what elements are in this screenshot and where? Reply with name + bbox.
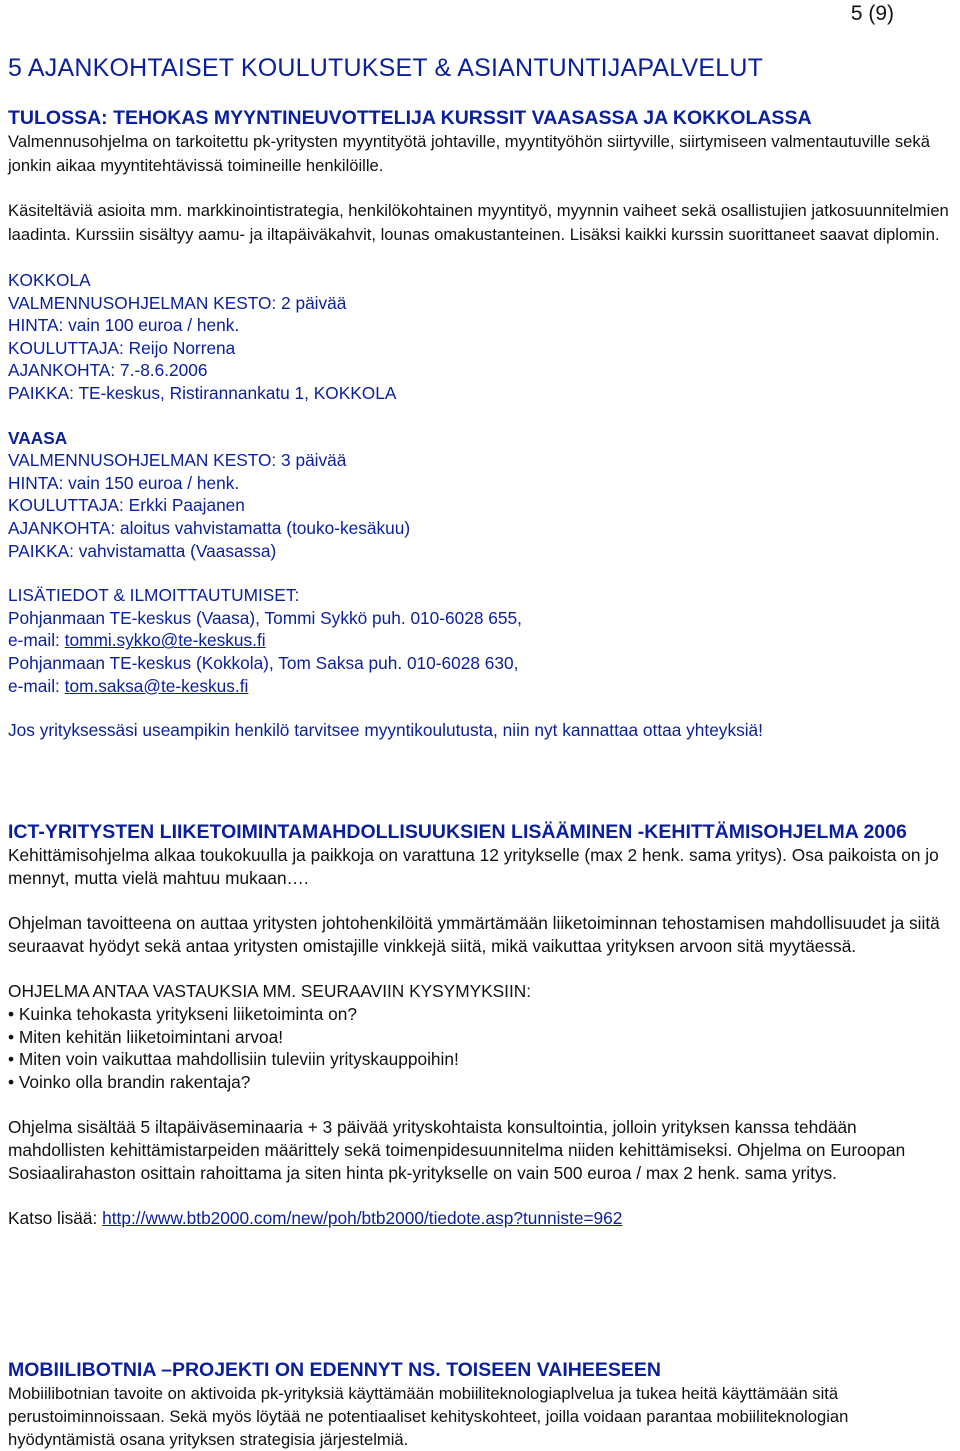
kokkola-price: HINTA: vain 100 euroa / henk. <box>8 315 240 336</box>
contact-kokkola: Pohjanmaan TE-keskus (Kokkola), Tom Saksa puh. 010-6028 630, <box>8 652 519 673</box>
ict-p1: Kehittämisohjelma alkaa toukokuulla ja paikkoja on varattuna 12 yritykselle (max 2 henk. sama yritys). Osa paikoista on jo mennyt, mutta vielä mahtuu mukaan…. <box>8 845 939 888</box>
list-item: • Kuinka tehokasta yritykseni liiketoiminta on? <box>8 1003 357 1024</box>
list-item: • Voinko olla brandin rakentaja? <box>8 1071 251 1092</box>
main-heading: 5 AJANKOHTAISET KOULUTUKSET & ASIANTUNTIJAPALVELUT <box>8 54 764 82</box>
ict-section <box>8 820 954 1230</box>
kokkola-place: PAIKKA: TE-keskus, Ristirannankatu 1, KOKKOLA <box>8 382 397 403</box>
email-label: e-mail: <box>8 630 65 651</box>
vaasa-place: PAIKKA: vahvistamatta (Vaasassa) <box>8 540 277 561</box>
kokkola-trainer: KOULUTTAJA: Reijo Norrena <box>8 337 236 358</box>
contact-vaasa: Pohjanmaan TE-keskus (Vaasa), Tommi Sykkö puh. 010-6028 655, <box>8 607 522 628</box>
kokkola-title: KOKKOLA <box>8 270 91 290</box>
ict-more <box>8 1207 954 1230</box>
email-label: e-mail: <box>8 675 65 696</box>
kokkola-duration: VALMENNUSOHJELMAN KESTO: 2 päivää <box>8 292 347 313</box>
vaasa-date: AJANKOHTA: aloitus vahvistamatta (touko-kesäkuu) <box>8 517 411 538</box>
vaasa-price: HINTA: vain 150 euroa / henk. <box>8 472 240 493</box>
mobile-p1: Mobiilibotnian tavoite on aktivoida pk-yrityksiä käyttämään mobiiliteknologiaplvelua ja tukea heitä käyttämään sitä perustoiminnoissaan. Sekä myös löytää ne potentiaaliset kehityskohteet, joilla voidaan parantaa mobiiliteknologian hyödyntämistä osana yrityksen strategisia järjestelmiä. <box>8 1384 849 1449</box>
vaasa-trainer: KOULUTTAJA: Erkki Paajanen <box>8 495 245 516</box>
vaasa-duration: VALMENNUSOHJELMAN KESTO: 3 päivää <box>8 450 347 471</box>
vaasa-block <box>8 427 954 563</box>
email-link-tommi[interactable]: tommi.sykko@te-keskus.fi <box>64 630 266 651</box>
list-item: • Miten voin vaikuttaa mahdollisiin tuleviin yrityskauppoihin! <box>8 1049 459 1070</box>
ict-heading: ICT-YRITYSTEN LIIKETOIMINTAMAHDOLLISUUKSIEN LISÄÄMINEN -KEHITTÄMISOHJELMA 2006 <box>8 821 907 843</box>
list-item: • Miten kehitän liiketoimintani arvoa! <box>8 1026 283 1047</box>
ict-p3: Ohjelma sisältää 5 iltapäiväseminaaria + 3 päivää yrityskohtaista konsultointia, jolloin yrityksen kanssa tehdään mahdollisten kehittämistarpeiden määrittely sekä toimenpidesuunnitelma niiden kehittämiseksi. Ohjelma on Euroopan Sosiaalirahaston osittain rahoittama ja siten hinta pk-yritykselle on vain 500 euroa / max 2 henk. sama yritys. <box>8 1117 906 1183</box>
sales-training-section <box>8 106 954 742</box>
ict-question-list <box>8 1003 954 1093</box>
sales-intro: Valmennusohjelma on tarkoitettu pk-yritysten myyntityötä johtaville, myyntityöhön siirtyville, siirtymiseen valmentautuville sekä jonkin aikaa myyntitehtävissä toimineille henkilöille. <box>8 132 930 175</box>
info-block <box>8 584 954 697</box>
mobile-heading: MOBIILIBOTNIA –PROJEKTI ON EDENNYT NS. TOISEEN VAIHEESEEN <box>8 1359 661 1381</box>
page-number: 5 (9) <box>850 2 894 25</box>
sales-closing: Jos yrityksessäsi useampikin henkilö tarvitsee myyntikoulutusta, niin nyt kannattaa ottaa yhteyksiä! <box>8 720 763 741</box>
mobile-section <box>8 1358 954 1451</box>
kokkola-block <box>8 269 954 405</box>
more-label: Katso lisää: <box>8 1208 103 1229</box>
info-title: LISÄTIEDOT & ILMOITTAUTUMISET: <box>8 585 300 606</box>
more-link[interactable]: http://www.btb2000.com/new/poh/btb2000/tiedote.asp?tunniste=962 <box>102 1208 623 1229</box>
sales-heading: TULOSSA: TEHOKAS MYYNTINEUVOTTELIJA KURSSIT VAASASSA JA KOKKOLASSA <box>8 107 812 129</box>
sales-topics: Käsiteltäviä asioita mm. markkinointistrategia, henkilökohtainen myyntityö, myynnin vaiheet sekä osallistujien jatkosuunnitelmien laadinta. Kurssiin sisältyy aamu- ja iltapäiväkahvit, lounas omakustanteinen. Lisäksi kaikki kurssin suorittaneet saavat diplomin. <box>8 201 949 244</box>
ict-questions-title: OHJELMA ANTAA VASTAUKSIA MM. SEURAAVIIN KYSYMYKSIIN: <box>8 981 532 1002</box>
vaasa-title: VAASA <box>8 427 68 448</box>
email-row-1 <box>8 629 954 652</box>
kokkola-date: AJANKOHTA: 7.-8.6.2006 <box>8 360 208 381</box>
email-row-2 <box>8 675 954 698</box>
ict-p2: Ohjelman tavoitteena on auttaa yritysten johtohenkilöitä ymmärtämään liiketoiminnan tehostamisen mahdollisuudet ja siitä seuraavat hyödyt sekä antaa yritysten omistajille vinkkejä siitä, mikä vaikuttaa yrityksen arvoon sitä myytäessä. <box>8 913 940 956</box>
email-link-tom[interactable]: tom.saksa@te-keskus.fi <box>64 675 249 696</box>
